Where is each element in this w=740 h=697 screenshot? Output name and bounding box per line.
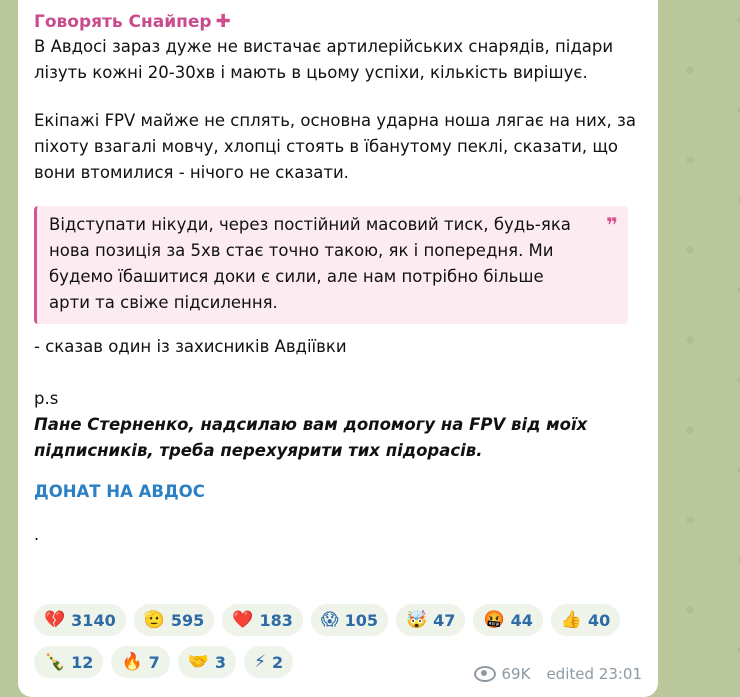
ps-text: Пане Стерненко, надсилаю вам допомогу на FPV від моїх підписників, треба перехуярити тих підорасів. [34,415,588,460]
message-bubble [18,0,658,697]
eye-icon [474,666,496,682]
attribution: - сказав один із захисників Авдіївки [34,337,347,356]
reaction-mind-blown[interactable] [396,604,465,636]
heart-icon: ❤️ [232,610,254,630]
angry-icon: 🤬 [483,610,505,630]
fire-icon: 🔥 [121,652,143,672]
reaction-count: 40 [588,610,611,630]
reaction-handshake[interactable] [178,646,236,678]
reaction-count: 3140 [71,610,116,630]
reaction-broken-heart[interactable] [34,604,126,636]
reaction-lightning[interactable] [244,646,293,678]
author-name[interactable] [34,10,642,34]
views-count: 69K [501,665,531,683]
handshake-icon: 🤝 [187,652,209,672]
reaction-scream[interactable] [311,604,388,636]
reaction-count: 105 [344,610,378,630]
message-meta [474,665,642,683]
reaction-salute[interactable] [134,604,215,636]
champagne-icon: 🍾 [44,652,66,672]
reactions-row-1 [34,604,654,636]
reaction-angry[interactable] [473,604,542,636]
reaction-count: 2 [272,652,284,672]
ps-label: p.s [34,389,59,408]
reaction-count: 47 [433,610,456,630]
reaction-thumbs-up[interactable] [551,604,620,636]
reaction-champagne[interactable] [34,646,103,678]
paragraph-1: В Авдосі зараз дуже не вистачає артилерійських снарядів, підари лізуть кожні 20-30хв і мають в цьому успіхи, кількість вирішує. [34,37,614,82]
reaction-count: 3 [214,652,227,672]
blockquote [34,206,628,324]
reaction-fire[interactable] [111,646,169,678]
thumbs-up-icon: 👍 [560,610,583,630]
donate-link[interactable]: ДОНАТ НА АВДОС [34,482,205,501]
edited-time: edited 23:01 [546,665,642,683]
reaction-count: 12 [71,652,94,672]
lightning-icon: ⚡ [254,652,266,672]
reaction-count: 44 [510,610,533,630]
quote-mark-icon: ❞ [606,213,618,237]
mind-blown-icon: 🤯 [406,610,428,630]
reaction-count: 7 [148,652,160,672]
author-label[interactable]: Говорять Снайпер [34,12,212,32]
scream-icon: 😱 [320,610,339,630]
author-badge-icon: ✚ [215,11,231,32]
paragraph-2: Екіпажі FPV майже не сплять, основна ударна ноша лягає на них, за піхоту взагалі мовчу, хлопці стоять в їбанутому пеклі, сказати, що вони втомилися - нічого не сказати. [34,111,636,182]
broken-heart-icon: 💔 [44,610,66,630]
salute-icon: 🫡 [143,610,165,630]
quote-text: Відступати нікуди, через постійний масовий тиск, будь-яка нова позиція за 5хв стає точно такою, як і попередня. Ми будемо їбашитися доки є сили, але нам потрібно більше арти та свіже підсилення. [49,215,571,312]
reaction-heart[interactable] [222,604,303,636]
reaction-count: 595 [170,610,205,630]
trailing-dot: . [34,525,40,544]
reaction-count: 183 [259,610,293,630]
